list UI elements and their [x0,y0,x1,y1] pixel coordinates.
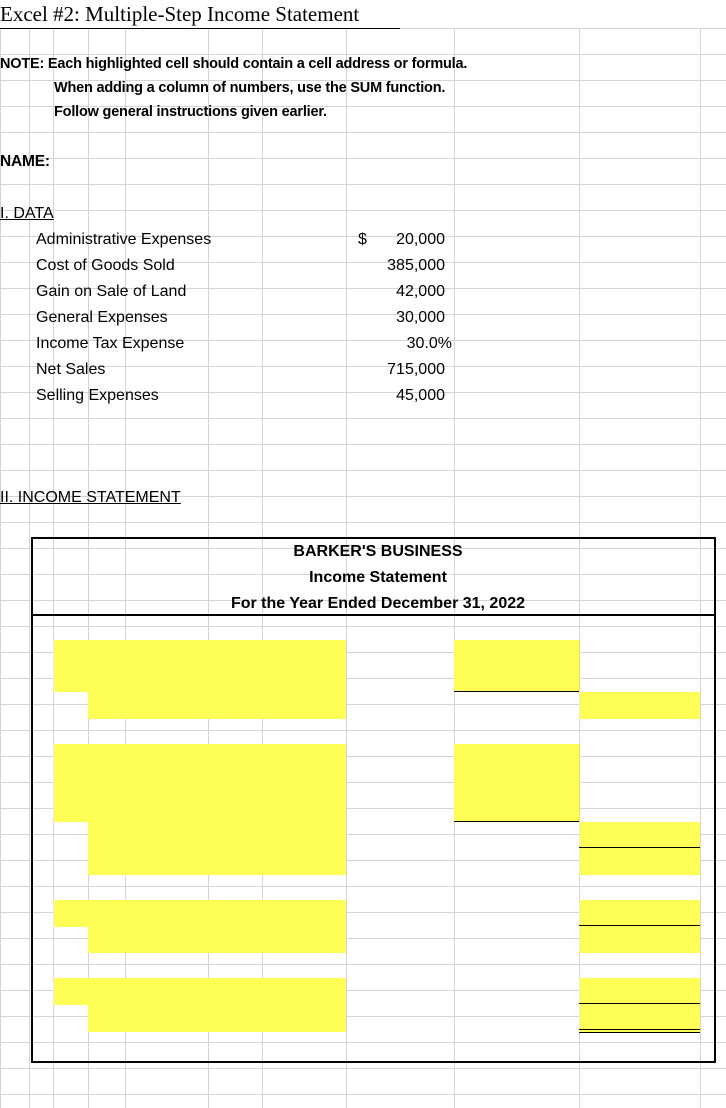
note-line-3: Follow general instructions given earlier. [54,104,327,120]
data-label-tax: Income Tax Expense [36,335,185,352]
amount-cell-col2-b[interactable] [579,822,700,875]
col2-d-double-underline-2 [579,1032,700,1033]
col2-c-underline [579,925,700,926]
col2-d-underline [579,1003,700,1004]
amount-cell-col2-c[interactable] [579,900,700,953]
statement-section-heading: II. INCOME STATEMENT [0,489,181,506]
data-value-netsales[interactable]: 715,000 [387,361,445,378]
amount-cell-col1-b[interactable] [454,744,579,822]
data-value-tax[interactable]: 30.0% [406,335,452,352]
label-cell-net-sales-block[interactable] [53,640,346,692]
label-cell-expenses-block[interactable] [53,744,346,822]
label-cell-other-1[interactable] [53,900,346,927]
col2-b-underline [579,847,700,848]
label-cell-indented-1[interactable] [88,692,346,719]
data-label-admin: Administrative Expenses [36,231,212,248]
label-cell-indented-4[interactable] [88,1005,346,1032]
data-value-admin[interactable]: 20,000 [396,231,445,248]
data-value-general[interactable]: 30,000 [396,309,445,326]
currency-symbol: $ [358,231,367,248]
amount-cell-col1-a[interactable] [454,640,579,692]
sheet-title: Excel #2: Multiple-Step Income Statement [0,2,360,26]
data-value-gain[interactable]: 42,000 [396,283,445,300]
data-section-heading: I. DATA [0,205,54,222]
col2-d-double-underline-1 [579,1029,700,1030]
col1-b-underline [454,821,579,822]
data-label-general: General Expenses [36,309,168,326]
note-line-1: NOTE: Each highlighted cell should contain a cell address or formula. [0,56,468,72]
note-line-2: When adding a column of numbers, use the SUM function. [54,80,446,96]
data-value-cogs[interactable]: 385,000 [387,257,445,274]
label-cell-indented-2[interactable] [88,822,346,875]
name-label: NAME: [0,153,50,170]
data-label-netsales: Net Sales [36,361,106,378]
report-period: For the Year Ended December 31, 2022 [230,595,526,612]
data-label-gain: Gain on Sale of Land [36,283,187,300]
data-label-cogs: Cost of Goods Sold [36,257,175,274]
report-name: Income Statement [309,569,447,586]
label-cell-other-2[interactable] [53,978,346,1005]
data-value-selling[interactable]: 45,000 [396,387,445,404]
title-underline [0,28,400,29]
label-cell-indented-3[interactable] [88,927,346,953]
company-name: BARKER'S BUSINESS [293,543,463,560]
amount-cell-col2-a[interactable] [579,692,700,719]
statement-header-divider [31,614,714,616]
data-label-selling: Selling Expenses [36,387,159,404]
amount-cell-col2-d[interactable] [579,978,700,1032]
col1-a-underline [454,691,579,692]
